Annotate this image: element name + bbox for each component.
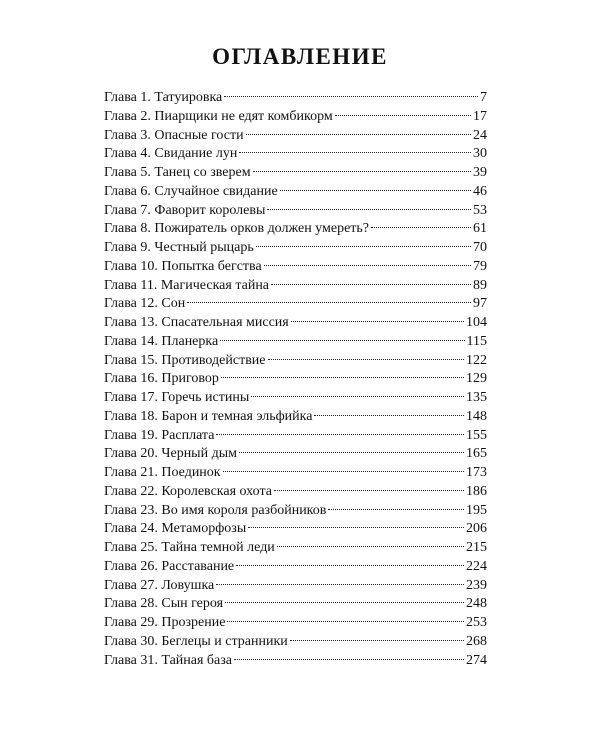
toc-entry (104, 220, 487, 239)
toc-entry-label: Глава 31. Тайная база (104, 652, 233, 668)
toc-entry-page-number: 70 (473, 240, 487, 255)
toc-entry-label: Глава 29. Прозрение (104, 615, 226, 630)
table-of-contents (104, 89, 487, 670)
toc-entry (104, 314, 487, 333)
toc-entry-page-number: 274 (466, 652, 487, 668)
toc-entry (104, 89, 487, 108)
toc-entry (104, 577, 487, 596)
toc-entry (104, 202, 487, 221)
toc-entry (104, 633, 487, 652)
dot-leader (253, 171, 471, 172)
toc-entry-label: Глава 15. Противодействие (104, 352, 266, 368)
dot-leader (216, 584, 464, 585)
toc-entry (104, 539, 487, 558)
toc-entry-page-number: 268 (466, 633, 487, 649)
toc-entry-label: Глава 7. Фаворит королевы (104, 202, 266, 218)
toc-entry-label: Глава 10. Попытка бегства (104, 258, 262, 274)
toc-entry (104, 389, 487, 408)
toc-entry-page-number: 104 (466, 315, 487, 330)
toc-entry-page-number: 135 (466, 390, 487, 405)
toc-entry (104, 520, 487, 539)
dot-leader (236, 565, 464, 566)
toc-entry-label: Глава 3. Опасные гости (104, 127, 244, 143)
dot-leader (267, 209, 471, 210)
toc-entry-page-number: 122 (466, 352, 487, 368)
dot-leader (187, 302, 471, 303)
toc-entry-label: Глава 20. Черный дым (104, 446, 237, 462)
dot-leader (328, 509, 464, 510)
toc-entry (104, 239, 487, 258)
dot-leader (227, 621, 464, 622)
dot-leader (280, 190, 471, 191)
toc-entry (104, 277, 487, 296)
toc-entry-label: Глава 25. Тайна темной леди (104, 540, 275, 555)
toc-entry-label: Глава 27. Ловушка (104, 577, 215, 593)
dot-leader (277, 546, 464, 547)
toc-entry-label: Глава 1. Татуировка (104, 90, 223, 105)
toc-entry-label: Глава 12. Сон (104, 296, 186, 312)
toc-entry (104, 558, 487, 577)
toc-entry-label: Глава 26. Расставание (104, 558, 235, 574)
dot-leader (271, 284, 471, 285)
toc-entry (104, 333, 487, 352)
toc-entry (104, 408, 487, 427)
dot-leader (224, 96, 478, 97)
toc-entry-page-number: 46 (473, 183, 487, 199)
toc-entry-page-number: 79 (473, 258, 487, 274)
toc-entry (104, 464, 487, 483)
toc-entry (104, 595, 487, 614)
toc-entry-label: Глава 18. Барон и темная эльфийка (104, 408, 313, 424)
dot-leader (251, 396, 464, 397)
toc-entry-page-number: 30 (473, 146, 487, 162)
toc-entry-page-number: 7 (480, 90, 487, 105)
toc-entry-page-number: 53 (473, 202, 487, 218)
toc-entry-label: Глава 30. Беглецы и странники (104, 633, 288, 649)
dot-leader (216, 434, 464, 435)
toc-entry-page-number: 129 (466, 371, 487, 387)
toc-entry-page-number: 165 (466, 446, 487, 462)
dot-leader (256, 246, 471, 247)
dot-leader (223, 471, 464, 472)
toc-entry (104, 145, 487, 164)
dot-leader (274, 490, 464, 491)
toc-entry-page-number: 155 (466, 427, 487, 443)
toc-entry (104, 427, 487, 446)
toc-entry-label: Глава 13. Спасательная миссия (104, 315, 289, 330)
toc-entry-page-number: 186 (466, 483, 487, 499)
dot-leader (239, 452, 464, 453)
toc-entry (104, 614, 487, 633)
toc-entry (104, 352, 487, 371)
page-title: ОГЛАВЛЕНИЕ (212, 44, 388, 69)
toc-entry-page-number: 115 (466, 333, 487, 349)
toc-entry-page-number: 148 (466, 408, 487, 424)
toc-entry-label: Глава 9. Честный рыцарь (104, 240, 254, 255)
dot-leader (248, 527, 464, 528)
toc-entry-page-number: 206 (466, 521, 487, 537)
dot-leader (335, 115, 471, 116)
toc-entry-label: Глава 14. Планерка (104, 333, 219, 349)
toc-entry-label: Глава 17. Горечь истины (104, 390, 250, 405)
dot-leader (234, 659, 464, 660)
toc-entry-page-number: 61 (473, 221, 487, 237)
toc-entry-label: Глава 19. Расплата (104, 427, 215, 443)
dot-leader (246, 134, 471, 135)
dot-leader (221, 377, 464, 378)
toc-entry-label: Глава 11. Магическая тайна (104, 277, 270, 293)
toc-entry-label: Глава 23. Во имя короля разбойников (104, 502, 327, 518)
toc-entry-label: Глава 2. Пиарщики не едят комбикорм (104, 108, 333, 124)
dot-leader (290, 640, 464, 641)
toc-entry (104, 127, 487, 146)
dot-leader (225, 602, 464, 603)
toc-entry-label: Глава 24. Метаморфозы (104, 521, 247, 537)
toc-entry-page-number: 24 (473, 127, 487, 143)
dot-leader (264, 265, 471, 266)
toc-entry-page-number: 39 (473, 165, 487, 180)
toc-entry (104, 108, 487, 127)
toc-entry-page-number: 239 (466, 577, 487, 593)
toc-entry (104, 483, 487, 502)
toc-entry-page-number: 224 (466, 558, 487, 574)
toc-entry-page-number: 215 (466, 540, 487, 555)
toc-entry-page-number: 17 (473, 108, 487, 124)
toc-entry-label: Глава 4. Свидание лун (104, 146, 238, 162)
toc-entry-label: Глава 6. Случайное свидание (104, 183, 278, 199)
toc-entry-page-number: 248 (466, 596, 487, 612)
toc-entry-page-number: 173 (466, 465, 487, 480)
toc-entry-page-number: 89 (473, 277, 487, 293)
toc-entry-label: Глава 16. Приговор (104, 371, 219, 387)
toc-entry-label: Глава 8. Пожиратель орков должен умереть? (104, 221, 370, 237)
toc-entry-label: Глава 5. Танец со зверем (104, 165, 251, 180)
toc-entry (104, 445, 487, 464)
toc-entry (104, 183, 487, 202)
toc-entry (104, 258, 487, 277)
toc-entry-page-number: 253 (466, 615, 487, 630)
toc-entry-page-number: 195 (466, 502, 487, 518)
toc-entry-label: Глава 22. Королевская охота (104, 483, 272, 499)
dot-leader (291, 321, 464, 322)
toc-entry-page-number: 97 (473, 296, 487, 312)
dot-leader (220, 340, 464, 341)
toc-entry-label: Глава 28. Сын героя (104, 596, 224, 612)
dot-leader (314, 415, 464, 416)
toc-entry (104, 164, 487, 183)
toc-entry (104, 652, 487, 671)
toc-entry (104, 295, 487, 314)
toc-entry (104, 502, 487, 521)
toc-entry-label: Глава 21. Поединок (104, 465, 221, 480)
dot-leader (371, 227, 471, 228)
dot-leader (239, 152, 471, 153)
dot-leader (268, 359, 464, 360)
toc-entry (104, 370, 487, 389)
